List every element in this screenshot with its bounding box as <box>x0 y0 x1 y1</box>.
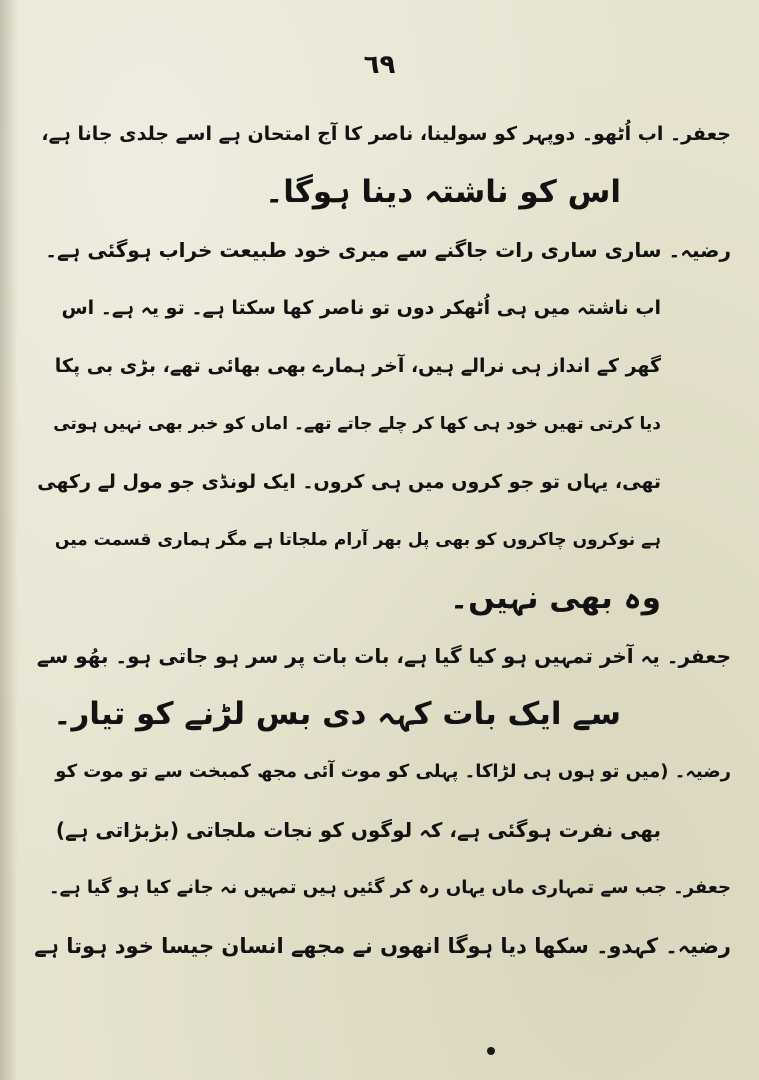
page-number: ٦٩ <box>363 50 396 80</box>
text-line: رضیہ۔ کہدو۔ سکھا دیا ہوگا انھوں نے مجھے انسان جیسا خود ہوتا ہے <box>34 934 731 958</box>
text-line: وہ بھی نہیں۔ <box>449 580 661 616</box>
text-line: بھی نفرت ہوگئی ہے، کہ لوگوں کو نجات ملجاتی (بڑبڑاتی ہے) <box>55 818 661 842</box>
text-line: سے ایک بات کہہ دی بس لڑنے کو تیار۔ <box>53 696 621 732</box>
text-line: ہے نوکروں چاکروں کو بھی پل بھر آرام ملجاتا ہے مگر ہماری قسمت میں <box>54 530 661 550</box>
text-body <box>31 105 731 975</box>
text-line: رضیہ۔ ساری ساری رات جاگنے سے میری خود طبیعت خراب ہوگئی ہے۔ <box>45 238 731 262</box>
text-line: اب ناشتہ میں ہی اُٹھکر دوں تو ناصر کھا سکتا ہے۔ تو یہ ہے۔ اس <box>61 297 661 319</box>
text-line: گھر کے انداز ہی نرالے ہیں، آخر ہمارے بھی بھائی تھے، بڑی بی پکا <box>54 355 661 377</box>
text-line: جعفر۔ یہ آخر تمہیں ہو کیا گیا ہے، بات بات پر سر ہو جاتی ہو۔ بھُو سے <box>36 644 731 668</box>
text-line: جعفر۔ اب اُٹھو۔ دوپہر کو سولینا، ناصر کا آج امتحان ہے اسے جلدی جانا ہے، <box>41 123 731 145</box>
text-line: تھی، یہاں تو جو کروں میں ہی کروں۔ ایک لونڈی جو مول لے رکھی <box>37 471 661 493</box>
page-mark-dot <box>487 1047 495 1055</box>
text-line: رضیہ۔ (میں تو ہوں ہی لڑاکا۔ پہلی کو موت آئی مجھ کمبخت سے تو موت کو <box>55 761 731 782</box>
text-line: دیا کرتی تھیں خود ہی کھا کر چلے جاتے تھے۔ اماں کو خبر بھی نہیں ہوتی <box>53 414 661 434</box>
page-edge-shadow <box>0 0 18 1080</box>
text-line: اس کو ناشتہ دینا ہوگا۔ <box>265 174 621 210</box>
text-line: جعفر۔ جب سے تمہاری ماں یہاں رہ کر گئیں ہیں تمہیں نہ جانے کیا ہو گیا ہے۔ <box>49 877 731 898</box>
